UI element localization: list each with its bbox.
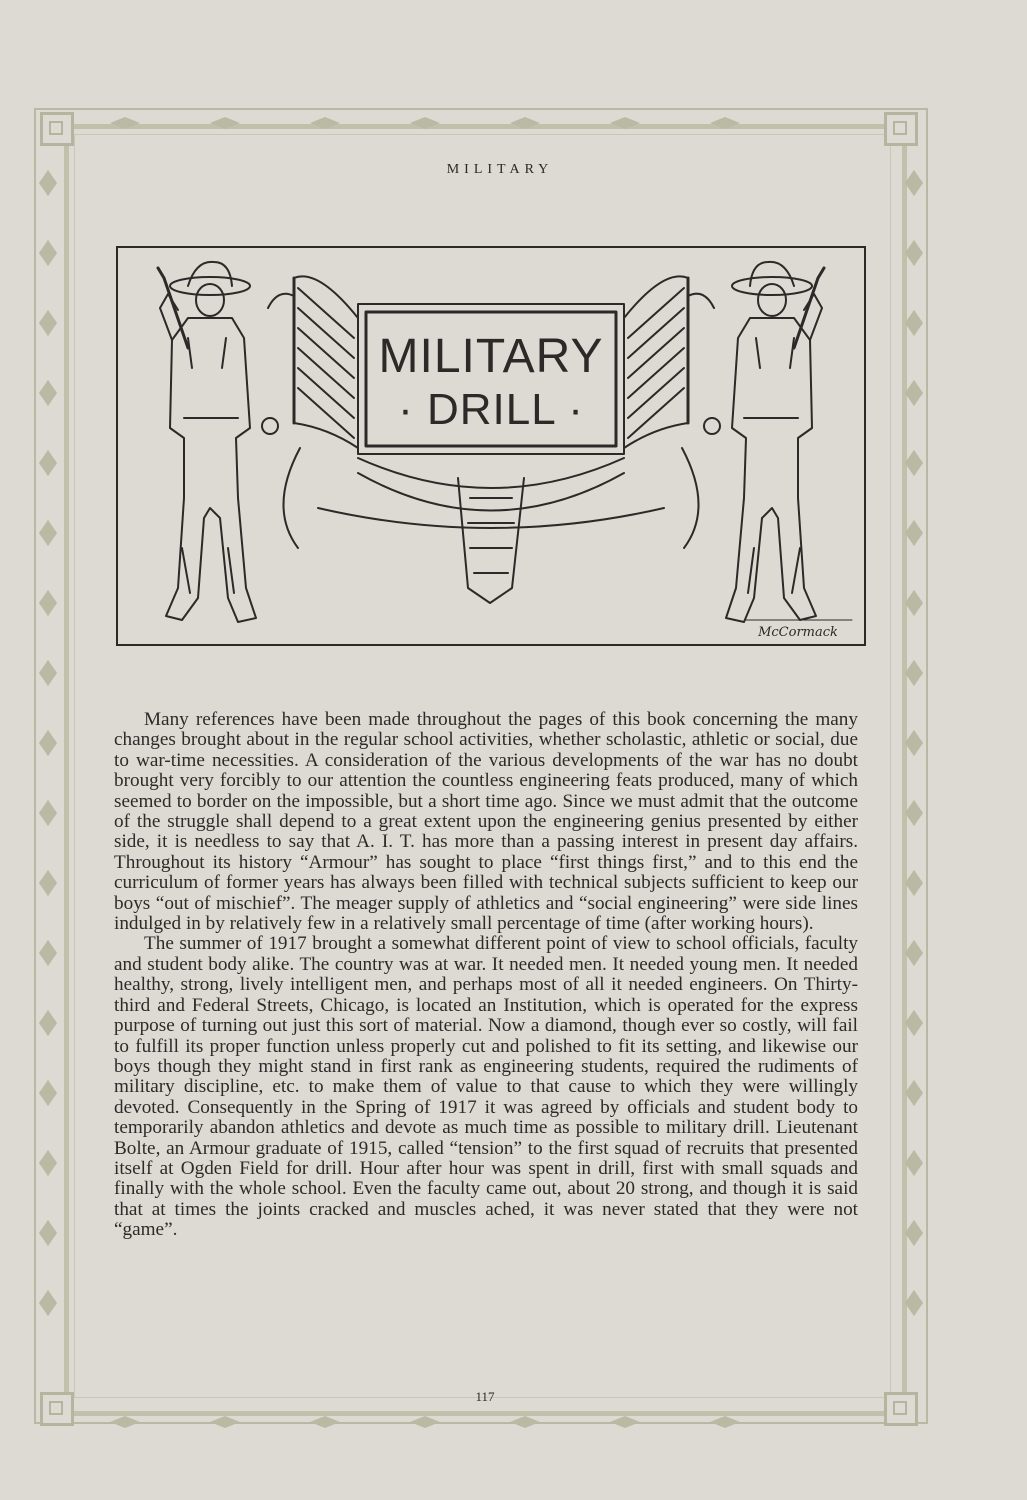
article-body <box>114 710 858 1241</box>
military-drill-illustration <box>116 246 866 646</box>
section-title: MILITARY <box>446 162 554 177</box>
corner-ornament-top-left <box>40 112 74 146</box>
flags-and-bunting <box>268 276 714 603</box>
left-border-ornament <box>38 170 58 1316</box>
sign-title-line-2: · DRILL · <box>398 385 584 434</box>
artist-signature: McCormack <box>758 625 838 640</box>
paragraph-1: Many references have been made throughout the pages of this book concerning the many changes brought about in the regular school activities, whether scholastic, athletic or social, due to war-time necessities. A consideration of the various developments of the war has no doubt brought very forcibly to our attention the countless engineering feats produced, many of which seemed to border on the impossible, but a short time ago. Since we must admit that the outcome of the struggle shall depend to a great extent upon the engineering genius presented by either side, it is needless to say that A. I. T. has more than a passing interest in present day affairs. Throughout its history “Armour” has sought to place “first things first,” and to this end the curriculum of former years has always been filled with technical subjects sufficient to keep our boys “out of mischief”. The meager supply of athletics and “social engineering” were side lines indulged in by relatively few in a relatively small percentage of time (after working hours). <box>114 709 858 935</box>
right-soldier-figure <box>704 262 824 622</box>
left-soldier-figure <box>158 262 278 622</box>
paragraph-2: The summer of 1917 brought a somewhat different point of view to school officials, faculty and student body alike. The country was at war. It needed men. It needed young men. It needed healthy, strong, lively intelligent men, and perhaps most of all it needed engineers. On Thirty-third and Federal Streets, Chicago, is located an Institution, which is operated for the express purpose of turning out just this sort of material. Now a diamond, though ever so costly, will fail to fulfill its proper function unless properly cut and polished to fit its setting, and likewise our boys though they might stand in first rank as engineering students, required the rudiments of military discipline, etc. to make them of value to that cause to which they were willingly devoted. Consequently in the Spring of 1917 it was agreed by officials and student body to temporarily abandon athletics and devote as much time as possible to military drill. Lieutenant Bolte, an Armour graduate of 1915, called “tension” to the first squad of recruits that presented itself at Ogden Field for drill. Hour after hour was spent in drill, first with small squads and finally with the whole school. Even the faculty came out, about 20 strong, and though it is said that at times the joints cracked and muscles ached, it was never stated that they were not “game”. <box>114 933 858 1241</box>
right-border-ornament <box>904 170 924 1316</box>
corner-ornament-top-right <box>884 112 918 146</box>
sign-title-line-1: MILITARY <box>378 330 604 383</box>
page-number: 117 <box>475 1389 495 1404</box>
bottom-border-ornament <box>110 1414 740 1430</box>
top-border-ornament <box>110 115 740 131</box>
